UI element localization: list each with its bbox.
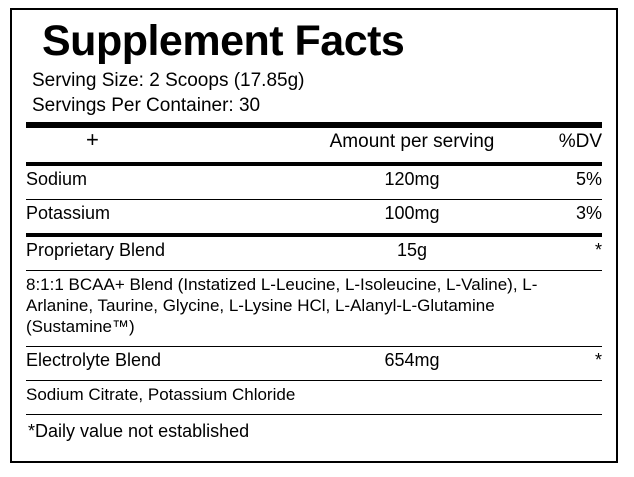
row-dv-proprietary-blend: *	[594, 240, 602, 260]
row-dv-electrolyte-blend: *	[594, 350, 602, 370]
divider-after-electrolyte-detail	[26, 408, 602, 415]
row-name-sodium: Sodium	[26, 169, 88, 189]
electrolyte-blend-detail-row	[26, 381, 602, 409]
divider-after-potassium	[26, 227, 602, 235]
row-name-potassium: Potassium	[26, 203, 111, 223]
table-row	[26, 235, 602, 264]
electrolyte-blend-detail: Sodium Citrate, Potassium Chloride	[26, 385, 296, 404]
row-amount-sodium: 120mg	[384, 169, 440, 189]
servings-per-container-text: Servings Per Container: 30	[32, 95, 261, 116]
supplement-facts-panel	[10, 8, 618, 463]
row-amount-electrolyte-blend: 654mg	[384, 350, 440, 370]
table-header-row	[26, 128, 602, 156]
header-percent-dv: %DV	[558, 131, 602, 152]
header-plus-cell	[26, 128, 312, 156]
header-amount-per-serving: Amount per serving	[329, 131, 495, 152]
table-row	[26, 164, 602, 193]
daily-value-footnote: *Daily value not established	[28, 421, 250, 441]
serving-size-text: Serving Size: 2 Scoops (17.85g)	[32, 70, 305, 91]
table-row	[26, 347, 602, 375]
page-title: Supplement Facts	[42, 17, 405, 65]
row-amount-proprietary-blend: 15g	[396, 240, 428, 260]
table-row	[26, 200, 602, 228]
nutrition-table	[26, 128, 602, 415]
row-dv-sodium: 5%	[575, 169, 602, 189]
proprietary-blend-detail: 8:1:1 BCAA+ Blend (Instatized L-Leucine, L-Isoleucine, L-Valine), L-Arlanine, Taurine, Glycine, L-Lysine HCl, L-Alanyl-L-Glutamine (Sustamine™)	[26, 275, 538, 336]
row-amount-potassium: 100mg	[384, 203, 440, 223]
proprietary-blend-detail-row	[26, 271, 602, 341]
divider-after-header	[26, 156, 602, 164]
plus-icon: +	[86, 127, 99, 152]
row-name-proprietary-blend: Proprietary Blend	[26, 240, 166, 260]
row-dv-potassium: 3%	[575, 203, 602, 223]
row-name-electrolyte-blend: Electrolyte Blend	[26, 350, 162, 370]
